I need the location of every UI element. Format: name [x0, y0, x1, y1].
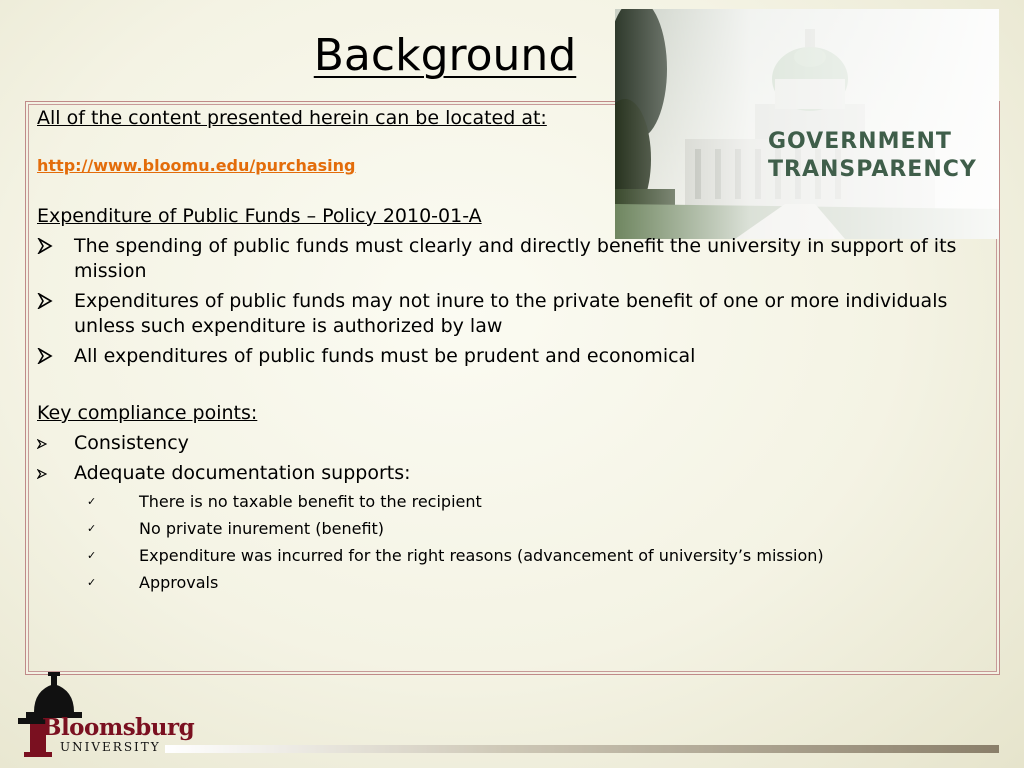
compliance-item-text: Consistency: [74, 432, 189, 454]
checkmark-icon: ✓: [87, 522, 97, 535]
intro-text: All of the content presented herein can be located at:: [37, 107, 547, 129]
slide-title: Background: [313, 30, 577, 81]
logo-subtitle: UNIVERSITY: [60, 740, 161, 754]
checkmark-icon: ✓: [87, 495, 97, 508]
purchasing-link[interactable]: http://www.bloomu.edu/purchasing: [37, 156, 356, 175]
footer-bar: [165, 745, 999, 753]
documentation-check: [37, 569, 987, 596]
documentation-check-text: Approvals: [139, 573, 219, 592]
logo-wordmark: Bloomsburg: [42, 714, 195, 741]
documentation-check: [37, 515, 987, 542]
policy-bullet-text: The spending of public funds must clearly and directly benefit the university in support of its mission: [74, 235, 957, 282]
policy-bullet: [37, 344, 987, 371]
arrow-bullet-icon: [37, 289, 74, 316]
arrow-bullet-icon: [37, 234, 74, 261]
compliance-item: [37, 431, 987, 456]
compliance-heading: Key compliance points:: [37, 402, 258, 424]
small-arrow-bullet-icon: [37, 461, 74, 486]
checkmark-icon: ✓: [87, 576, 97, 589]
policy-bullet-text: All expenditures of public funds must be prudent and economical: [74, 345, 696, 367]
policy-bullet: [37, 289, 987, 339]
policy-bullet-text: Expenditures of public funds may not inure to the private benefit of one or more individuals unless such expenditure is authorized by law: [74, 290, 948, 337]
compliance-item: [37, 461, 987, 486]
compliance-item-text: Adequate documentation supports:: [74, 462, 411, 484]
transparency-label: TRANSPARENCY: [768, 157, 977, 182]
slide-body: [37, 106, 987, 596]
documentation-check-text: Expenditure was incurred for the right reasons (advancement of university’s mission): [139, 546, 824, 565]
government-label: GOVERNMENT: [768, 129, 952, 154]
checkmark-icon: ✓: [87, 549, 97, 562]
documentation-check: [37, 542, 987, 569]
documentation-check: [37, 488, 987, 515]
arrow-bullet-icon: [37, 344, 74, 371]
documentation-check-text: There is no taxable benefit to the recipient: [139, 492, 482, 511]
policy-heading: Expenditure of Public Funds – Policy 2010-01-A: [37, 205, 482, 227]
small-arrow-bullet-icon: [37, 431, 74, 456]
policy-bullet: [37, 234, 987, 284]
documentation-check-text: No private inurement (benefit): [139, 519, 385, 538]
